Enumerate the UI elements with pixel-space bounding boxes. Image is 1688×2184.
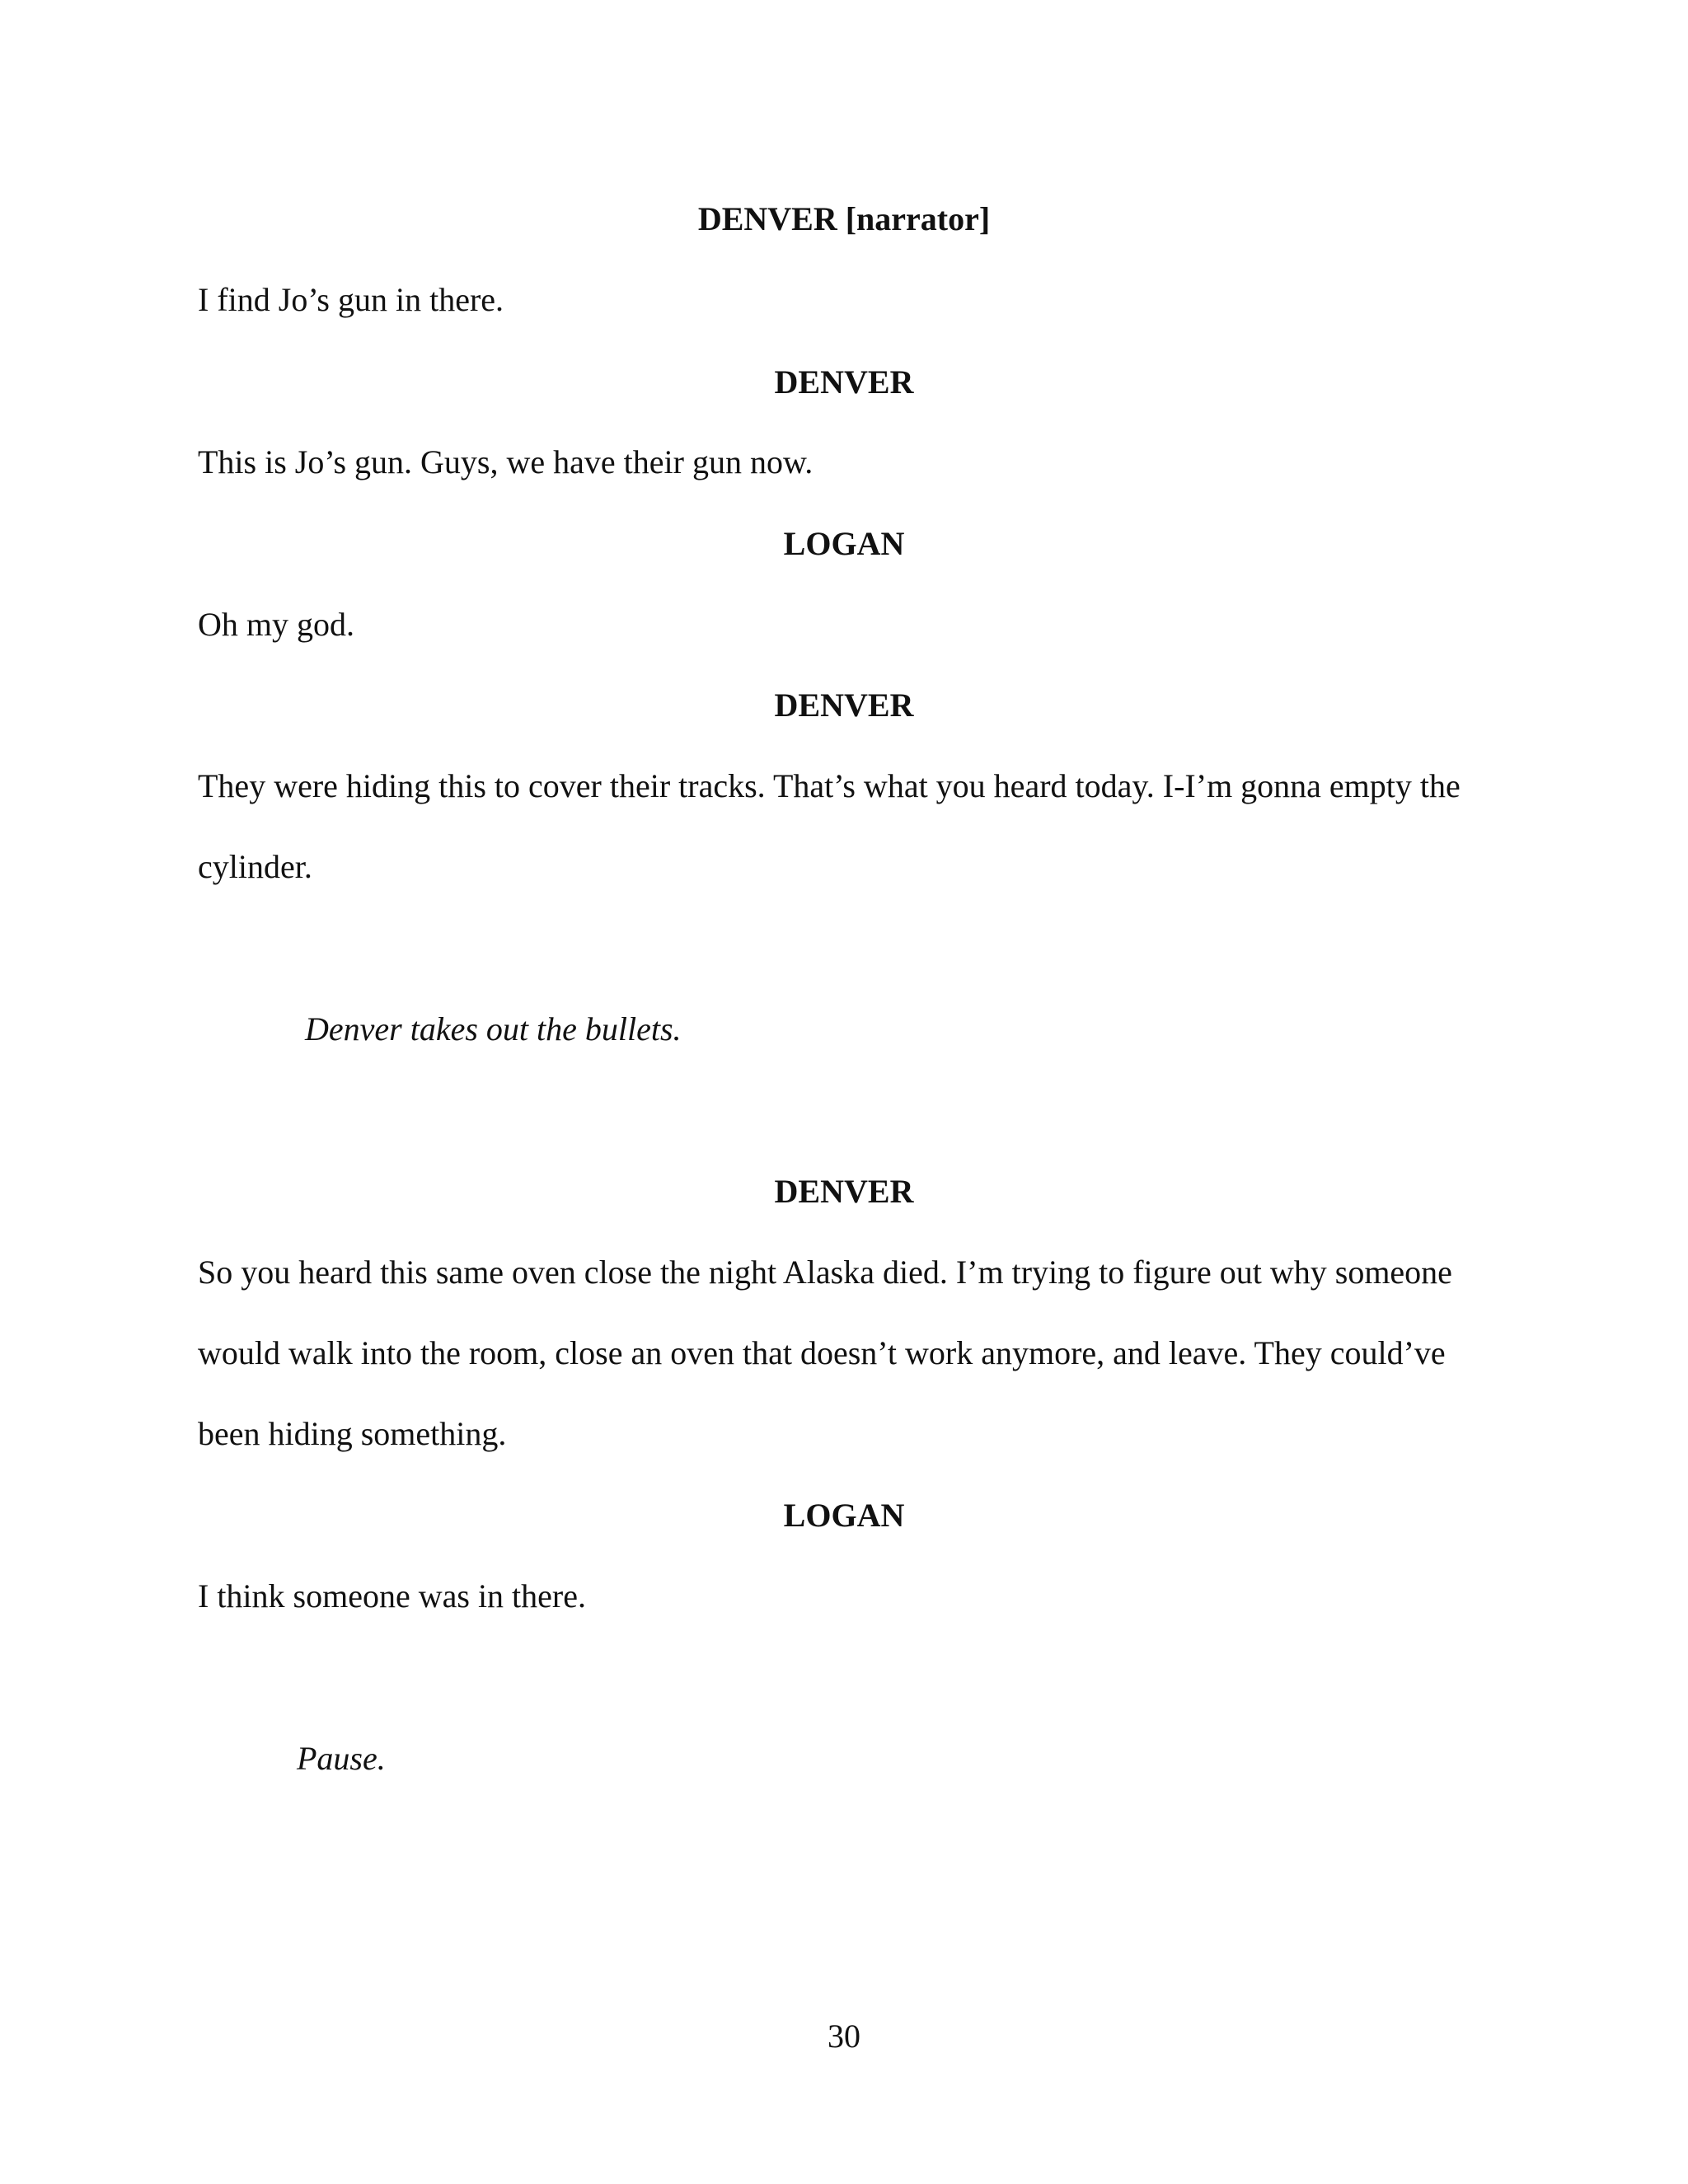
dialogue-line: been hiding something. [198, 1415, 507, 1452]
character-cue-logan: LOGAN [783, 525, 905, 562]
character-cue-logan: LOGAN [783, 1497, 905, 1534]
dialogue-line: Oh my god. [198, 606, 354, 643]
dialogue-line: I think someone was in there. [198, 1577, 586, 1615]
dialogue-line: cylinder. [198, 848, 312, 885]
dialogue-line: So you heard this same oven close the night Alaska died. I’m trying to figure out why someone [198, 1254, 1452, 1291]
page-number: 30 [828, 2018, 860, 2055]
character-cue-denver: DENVER [774, 363, 914, 401]
stage-direction: Denver takes out the bullets. [305, 1010, 682, 1047]
dialogue-line: They were hiding this to cover their tracks. That’s what you heard today. I-I’m gonna empty the [198, 767, 1461, 804]
character-cue-denver-narrator: DENVER [narrator] [697, 200, 991, 237]
character-cue-denver: DENVER [774, 687, 914, 724]
dialogue-line: I find Jo’s gun in there. [198, 281, 504, 318]
dialogue-line: would walk into the room, close an oven that doesn’t work anymore, and leave. They could’ve [198, 1334, 1446, 1371]
dialogue-line: This is Jo’s gun. Guys, we have their gun now. [198, 443, 814, 480]
character-cue-denver: DENVER [774, 1173, 914, 1210]
stage-direction: Pause. [297, 1740, 386, 1777]
